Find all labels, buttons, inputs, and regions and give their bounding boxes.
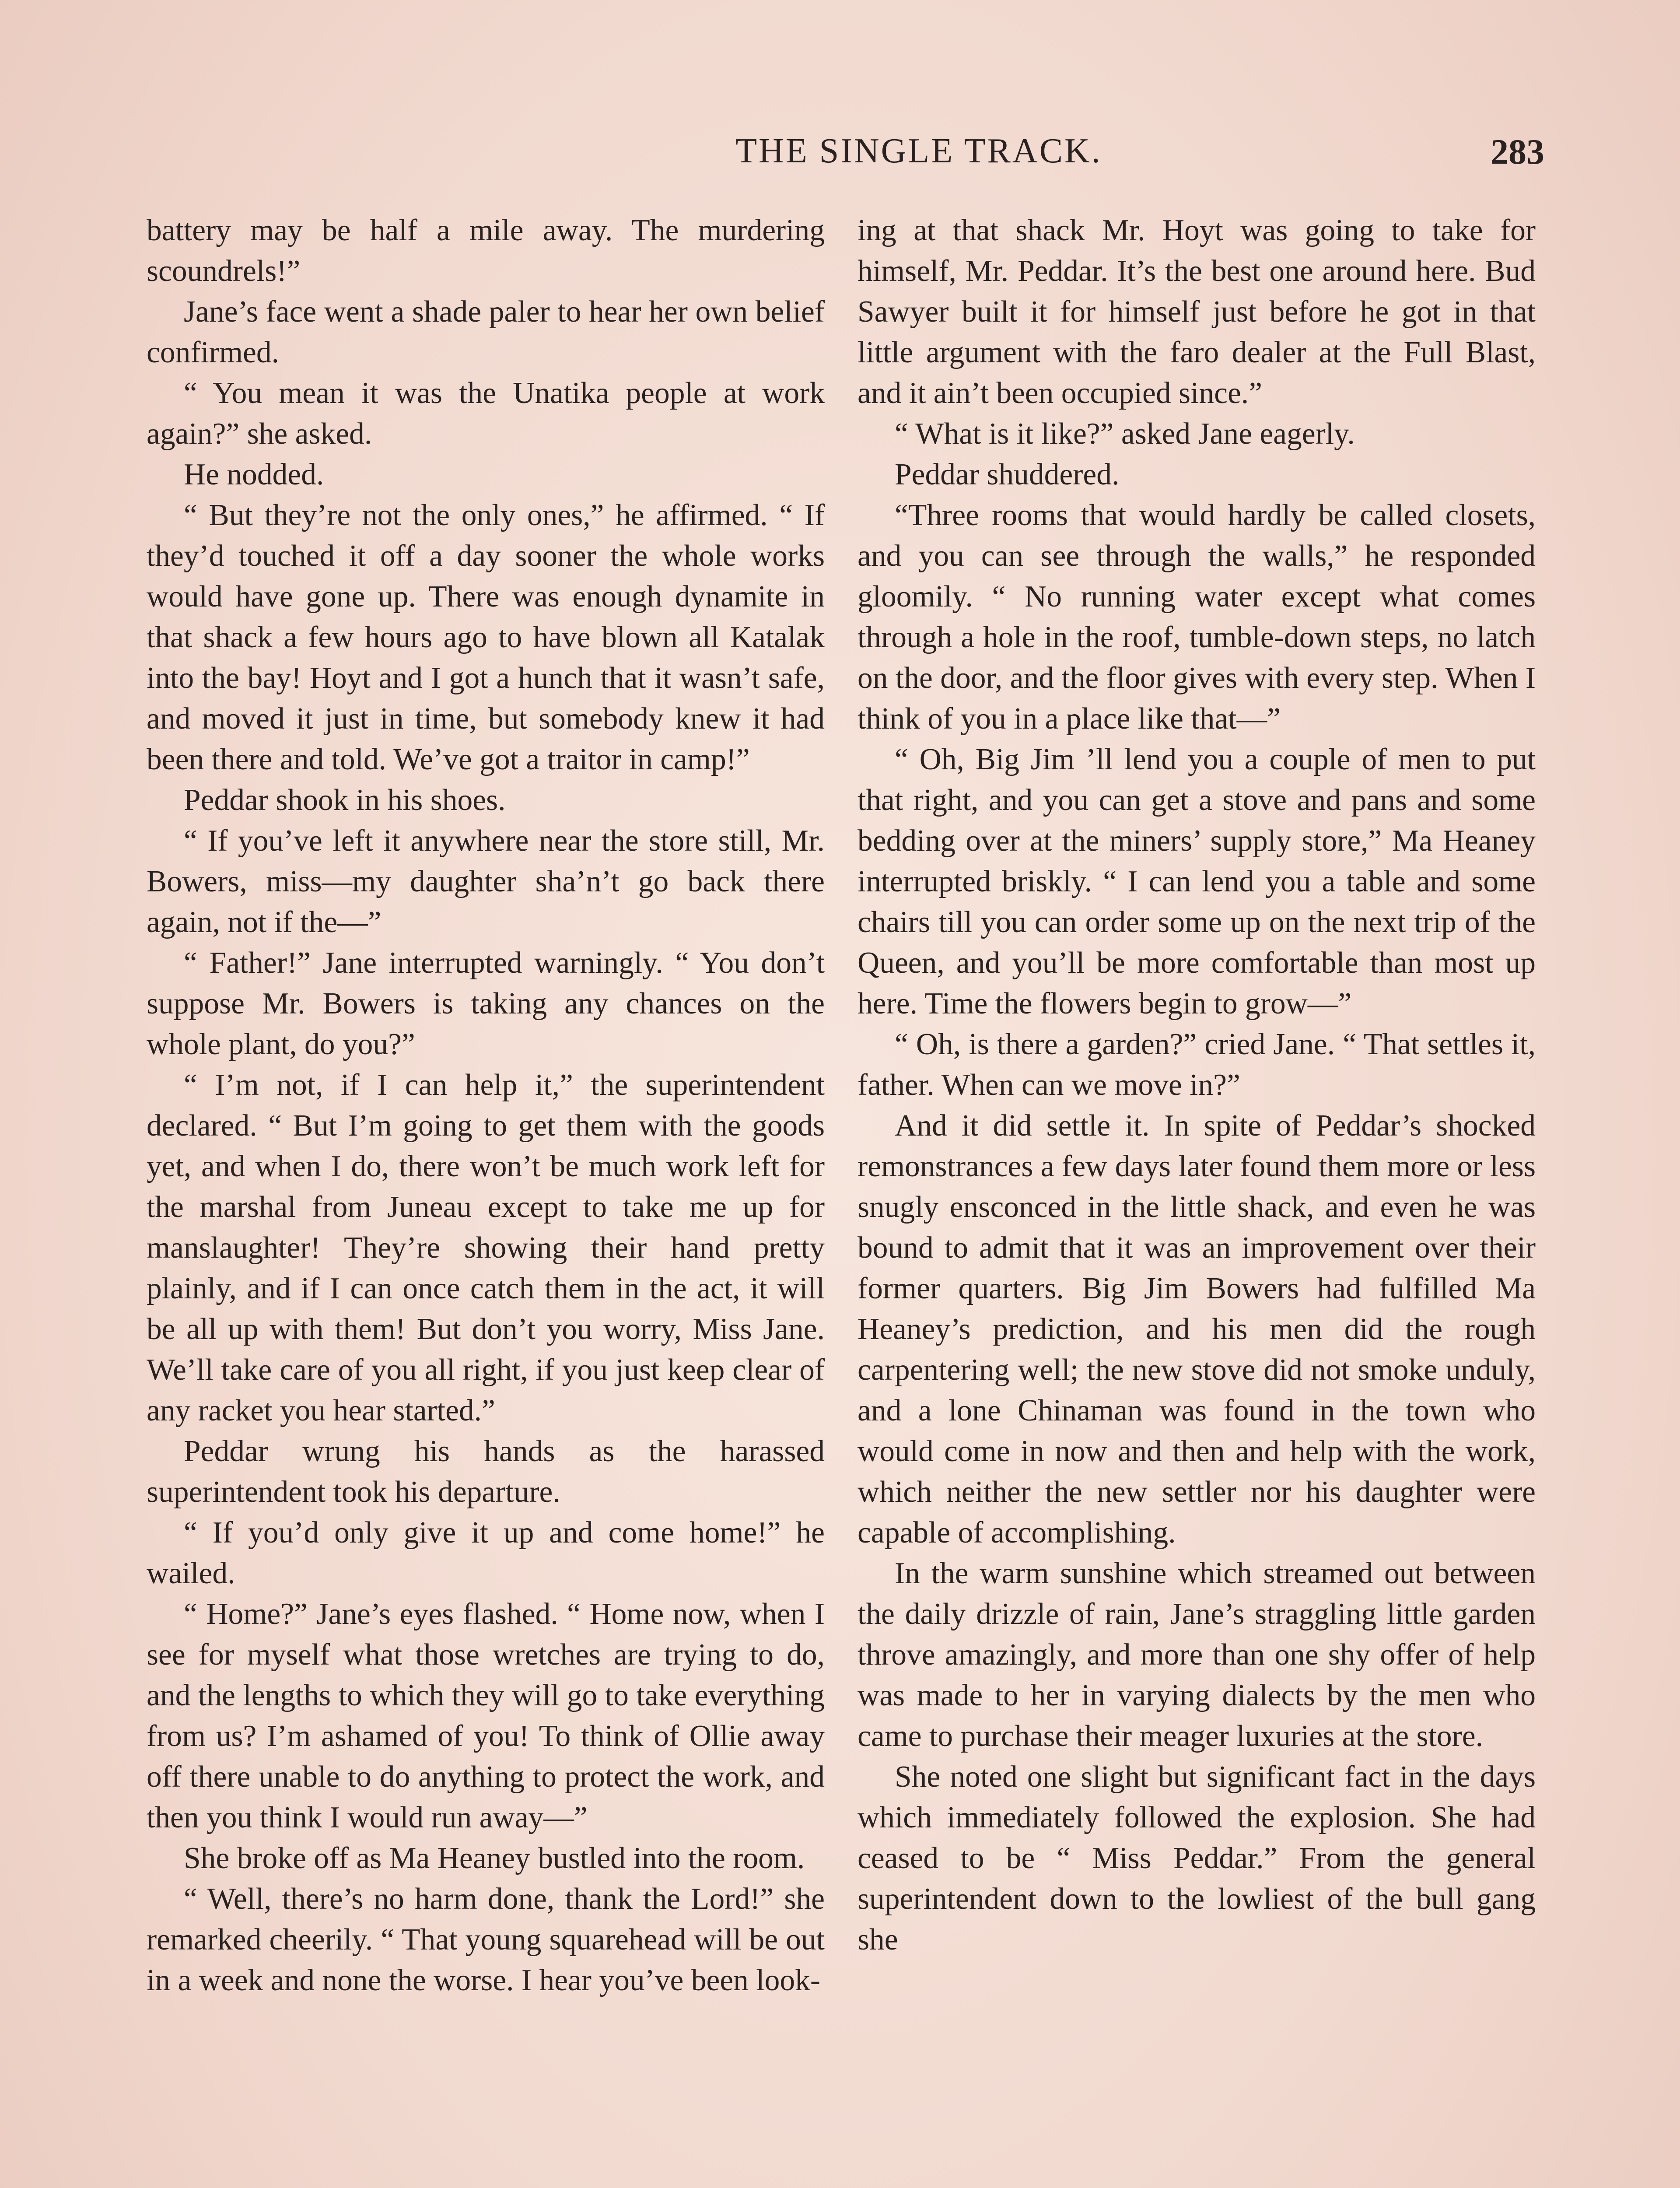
paragraph: Jane’s face went a shade paler to hear her own belief confirmed. — [147, 295, 825, 369]
paragraph: Peddar shook in his shoes. — [184, 783, 506, 817]
paragraph: “ If you’ve left it anywhere near the store still, Mr. Bowers, miss—my daughter sha’n’t go back there again, not if the—” — [147, 824, 825, 939]
paragraph: “ What is it like?” asked Jane eagerly. — [895, 417, 1355, 451]
paragraph: “ If you’d only give it up and come home!” he wailed. — [147, 1516, 825, 1590]
paragraph: ing at that shack Mr. Hoyt was going to take for himself, Mr. Peddar. It’s the best one around here. Bud Sawyer built it for himself just before he got in that little argument with the faro dealer at the Full Blast, and it ain’t been occupied since.” — [858, 214, 1536, 410]
running-head: THE SINGLE TRACK. — [735, 132, 1102, 170]
paragraph: “ You mean it was the Unatika people at work again?” she asked. — [147, 376, 825, 451]
paragraph: “ Home?” Jane’s eyes flashed. “ Home now, when I see for myself what those wretches are trying to do, and the lengths to which they will go to take everything from us? I’m ashamed of you! To think of Ollie away off there unable to do anything to protect the work, and then you think I would run away—” — [147, 1597, 825, 1834]
page-number: 283 — [1491, 132, 1544, 172]
right-column — [858, 210, 1536, 2188]
paragraph: She broke off as Ma Heaney bustled into the room. — [184, 1841, 805, 1875]
paragraph: “ Father!” Jane interrupted warningly. “ You don’t suppose Mr. Bowers is taking any chances on the whole plant, do you?” — [147, 946, 825, 1061]
paragraph: “Three rooms that would hardly be called closets, and you can see through the walls,” he responded gloomily. “ No running water except what comes through a hole in the roof, tumble-down steps, no latch on the door, and the floor gives with every step. When I think of you in a place like that—” — [858, 498, 1536, 736]
left-column — [147, 210, 825, 2188]
paragraph: “ But they’re not the only ones,” he affirmed. “ If they’d touched it off a day sooner the whole works would have gone up. There was enough dynamite in that shack a few hours ago to have blown all Katalak into the bay! Hoyt and I got a hunch that it wasn’t safe, and moved it just in time, but somebody knew it had been there and told. We’ve got a traitor in camp!” — [147, 498, 825, 776]
paragraph: He nodded. — [184, 458, 324, 491]
paragraph: Peddar shuddered. — [895, 458, 1120, 491]
paragraph: “ I’m not, if I can help it,” the superintendent declared. “ But I’m going to get them with the goods yet, and when I do, there won’t be much work left for the marshal from Juneau except to take me up for manslaughter! They’re showing their hand pretty plainly, and if I can once catch them in the act, it will be all up with them! But don’t you worry, Miss Jane. We’ll take care of you all right, if you just keep clear of any racket you hear started.” — [147, 1068, 825, 1427]
paragraph: Peddar wrung his hands as the harassed superintendent took his departure. — [147, 1434, 825, 1509]
paragraph: She noted one slight but significant fact in the days which immediately followed the explosion. She had ceased to be “ Miss Peddar.” From the general superintendent down to the lowliest of the bull gang she — [858, 1760, 1536, 1957]
paragraph: And it did settle it. In spite of Peddar’s shocked remonstrances a few days later found them more or less snugly ensconced in the little shack, and even he was bound to admit that it was an improvement over their former quarters. Big Jim Bowers had fulfilled Ma Heaney’s prediction, and his men did the rough carpentering well; the new stove did not smoke unduly, and a lone Chinaman was found in the town who would come in now and then and help with the work, which neither the new settler nor his daughter were capable of accomplishing. — [858, 1109, 1536, 1550]
paragraph: “ Oh, is there a garden?” cried Jane. “ That settles it, father. When can we move in?” — [858, 1027, 1536, 1102]
paragraph: battery may be half a mile away. The murdering scoundrels!” — [147, 214, 825, 288]
paragraph: “ Oh, Big Jim ’ll lend you a couple of men to put that right, and you can get a stove and pans and some bedding over at the miners’ supply store,” Ma Heaney interrupted briskly. “ I can lend you a table and some chairs till you can order some up on the next trip of the Queen, and you’ll be more comfortable than most up here. Time the flowers begin to grow—” — [858, 743, 1536, 1020]
paragraph: “ Well, there’s no harm done, thank the Lord!” she remarked cheerily. “ That young squarehead will be out in a week and none the worse. I hear you’ve been look- — [147, 1882, 825, 1997]
paragraph: In the warm sunshine which streamed out between the daily drizzle of rain, Jane’s straggling little garden throve amazingly, and more than one shy offer of help was made to her in varying dialects by the men who came to purchase their meager luxuries at the store. — [858, 1557, 1536, 1753]
